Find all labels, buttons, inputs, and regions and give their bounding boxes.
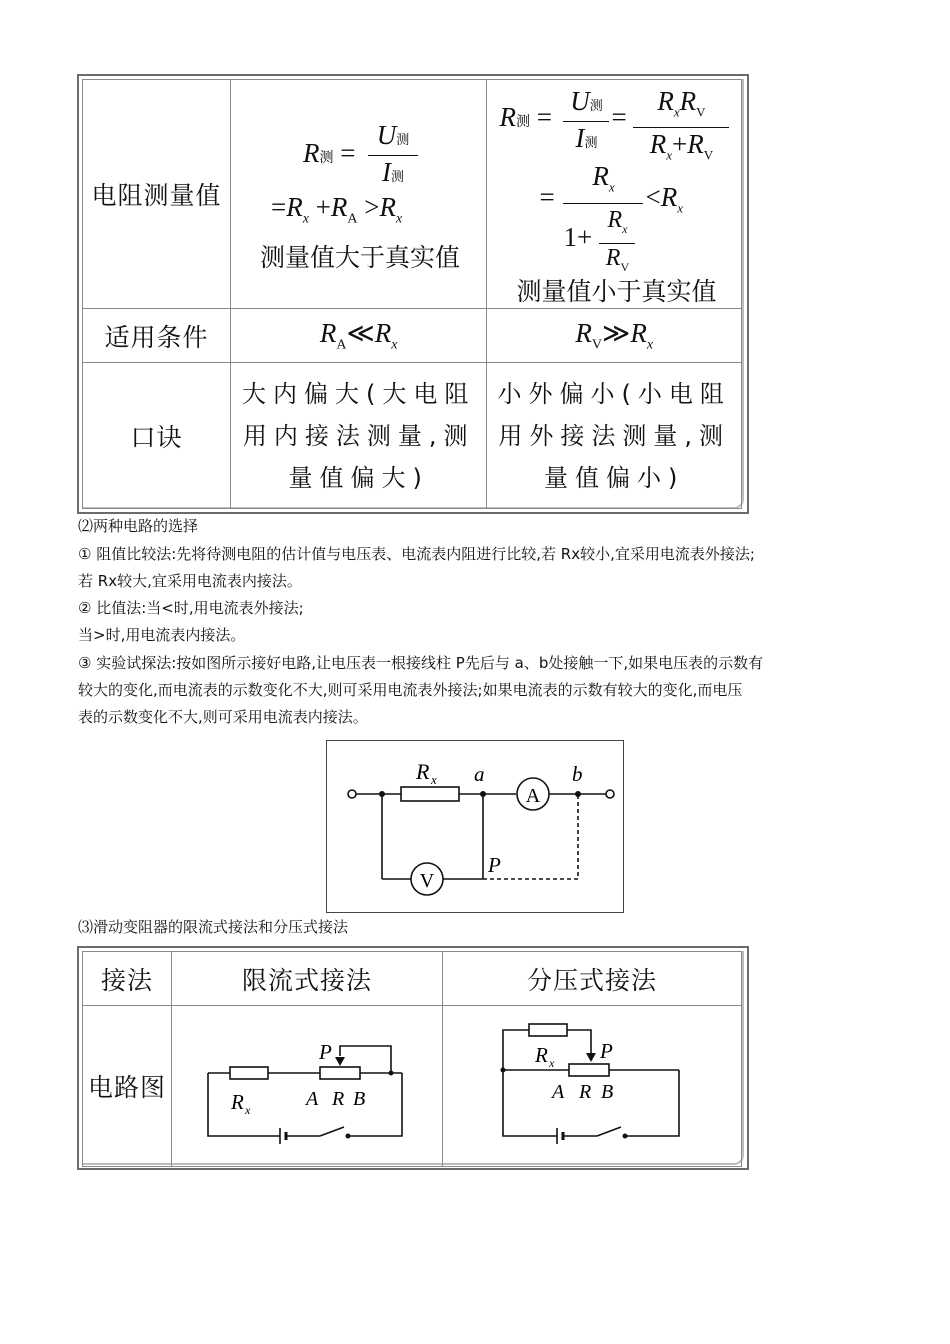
row-label-resistance: 电阻测量值 — [83, 80, 231, 309]
inner-resistance-cell — [230, 80, 487, 309]
divider-label-rx-sub: x — [549, 1056, 555, 1070]
inner-mnemonic: 大内偏大(大电阻 用内接法测量,测 量值偏大) — [230, 363, 487, 509]
outer-compound-fraction: $R_x$ 1+ $R_x$ $R_V$ — [563, 160, 643, 268]
trial-circuit-svg — [327, 741, 623, 912]
section2-line-3: ② 比值法:当<时,用电流表外接法; — [78, 599, 304, 617]
current-limiting-circuit — [172, 1006, 442, 1166]
col-header-voltage-divider: 分压式接法 — [443, 952, 742, 1006]
outer-eq-2: = — [611, 102, 627, 132]
label-a: a — [474, 762, 485, 786]
divider-label-b: B — [601, 1081, 614, 1103]
section2-line-5: ③ 实验试探法:按如图所示接好电路,让电压表一根接线柱 P先后与 a、b处接触一下,如果电压表的示数有 — [78, 654, 764, 672]
rheostat-limit — [320, 1067, 360, 1079]
section3-title: ⑶滑动变阻器的限流式接法和分压式接法 — [78, 918, 349, 936]
terminal-left — [348, 790, 356, 798]
label-rx: R — [416, 759, 430, 784]
ammeter-label: A — [525, 785, 541, 807]
current-limiting-circuit-cell — [172, 1006, 443, 1167]
label-b: b — [572, 762, 583, 786]
outer-formula-line1: R测 = — [499, 102, 552, 132]
trial-circuit-figure — [326, 740, 624, 913]
voltage-divider-circuit-cell — [443, 1006, 742, 1167]
section2-line-6: 较大的变化,而电流表的示数变化不大,则可采用电流表外接法;如果电流表的示数有较大的变化,而电压 — [78, 681, 743, 699]
section2-line-1: ① 阻值比较法:先将待测电阻的估计值与电压表、电流表内阻进行比较,若 Rx较小,宜采用电流表外接法; — [78, 545, 755, 563]
resistor-rx — [401, 787, 459, 801]
inner-formula-line2: $=R_x +R_A >R_x$ — [270, 192, 403, 227]
outer-resistance-cell — [487, 80, 742, 309]
limit-label-rx-sub: x — [245, 1103, 251, 1117]
inner-condition: $R_A≪R_x$ — [230, 309, 487, 363]
col-header-current-limiting: 限流式接法 — [172, 952, 443, 1006]
divider-label-a: A — [552, 1081, 565, 1103]
outer-lt-rx: $<R_x$ — [645, 182, 683, 216]
inner-fraction: U测 I测 — [368, 120, 418, 193]
limit-label-rx: R — [231, 1090, 244, 1114]
inner-measured-note: 测量值大于真实值 — [259, 243, 460, 272]
label-rx-sub: x — [431, 772, 437, 787]
comparison-table-frame — [77, 74, 749, 514]
section2-line-7: 表的示数变化不大,则可采用电流表内接法。 — [78, 708, 368, 726]
rheostat-table — [82, 951, 742, 1167]
divider-label-rx: R — [535, 1043, 548, 1067]
outer-eq-3: = — [539, 182, 555, 212]
rheostat-table-frame — [77, 946, 749, 1170]
voltmeter-label: V — [419, 870, 435, 892]
outer-condition: $R_V≫R_x$ — [487, 309, 742, 363]
outer-mnemonic: 小外偏小(小电阻 用外接法测量,测 量值偏小) — [487, 363, 742, 509]
terminal-right — [606, 790, 614, 798]
divider-label-p: P — [600, 1039, 613, 1063]
row-label-circuit: 电路图 — [83, 1006, 172, 1167]
limit-label-b: B — [353, 1088, 366, 1110]
resistor-rx-divider — [529, 1024, 567, 1036]
voltage-divider-circuit — [443, 1006, 741, 1166]
limit-label-p: P — [319, 1040, 332, 1064]
rheostat-divider — [569, 1064, 609, 1076]
inner-formula-line1: R测 = — [302, 138, 356, 168]
outer-fraction-rxrv: $R_xR_V$ $R_x+R_V$ — [633, 86, 729, 172]
section2-line-4: 当>时,用电流表内接法。 — [78, 626, 246, 644]
label-p: P — [488, 853, 501, 877]
section2-title: ⑵两种电路的选择 — [78, 517, 199, 535]
outer-measured-note: 测量值小于真实值 — [516, 277, 717, 306]
outer-fraction-ui: U测 I测 — [563, 86, 609, 159]
limit-label-a: A — [306, 1088, 319, 1110]
divider-label-r: R — [579, 1081, 592, 1103]
section2-line-2: 若 Rx较大,宜采用电流表内接法。 — [78, 572, 302, 590]
limit-label-r: R — [332, 1088, 345, 1110]
comparison-table — [82, 79, 742, 509]
resistor-rx-limit — [230, 1067, 268, 1079]
col-header-method: 接法 — [83, 952, 172, 1006]
row-label-mnemonic: 口诀 — [83, 363, 231, 509]
row-label-condition: 适用条件 — [83, 309, 231, 363]
